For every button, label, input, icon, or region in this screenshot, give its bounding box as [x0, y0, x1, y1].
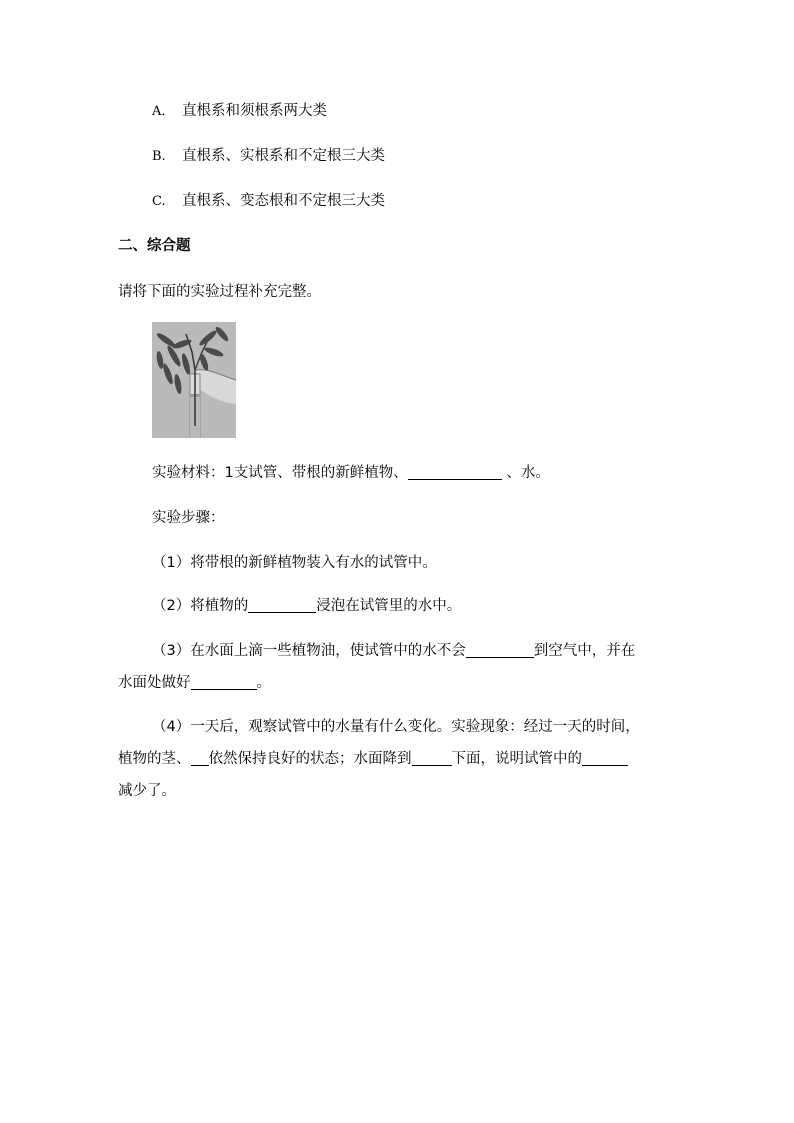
materials-line	[152, 463, 550, 483]
step-1: （1）将带根的新鲜植物装入有水的试管中。	[152, 555, 437, 571]
plant-in-test-tube-photo	[152, 322, 236, 438]
step-3-line-2-suffix: 。	[256, 675, 271, 691]
option-c	[152, 191, 385, 212]
option-text: 直根系、变态根和不定根三大类	[182, 193, 385, 209]
answer-blank	[248, 598, 316, 613]
step-2-prefix: （2）将植物的	[152, 598, 249, 614]
plant-photo-icon	[152, 322, 236, 438]
option-text: 直根系和须根系两大类	[182, 103, 327, 119]
step-2-suffix: 浸泡在试管里的水中。	[316, 598, 462, 614]
step-4-line-1: （4）一天后，观察试管中的水量有什么变化。实验现象：经过一天的时间，	[152, 719, 640, 735]
step-3-line-2-prefix: 水面处做好	[118, 675, 191, 691]
step-4-line-2	[118, 749, 628, 769]
instruction-text: 请将下面的实验过程补充完整。	[118, 284, 321, 300]
answer-blank	[412, 751, 452, 766]
materials-prefix: 实验材料：1支试管、带根的新鲜植物、	[152, 465, 408, 481]
answer-blank	[408, 465, 502, 480]
step-3-line-1	[152, 641, 635, 661]
step-4-line-3: 减少了。	[118, 783, 176, 799]
option-letter: C.	[152, 194, 166, 209]
materials-suffix: 、水。	[501, 465, 550, 481]
step-4-line-2-prefix: 植物的茎、	[118, 751, 191, 767]
option-a	[152, 101, 327, 122]
answer-blank	[466, 643, 534, 658]
answer-blank	[582, 751, 628, 766]
step-3-middle: 到空气中，并在	[533, 643, 636, 659]
section-heading: 二、综合题	[118, 238, 191, 254]
option-b	[152, 146, 385, 167]
option-letter: A．	[152, 104, 175, 119]
answer-blank	[191, 675, 257, 690]
option-text: 直根系、实根系和不定根三大类	[182, 148, 385, 164]
step-4-line-2-mid2: 下面，说明试管中的	[451, 751, 582, 767]
option-letter: B.	[152, 149, 166, 164]
step-3-prefix: （3）在水面上滴一些植物油，使试管中的水不会	[152, 643, 466, 659]
answer-blank	[191, 751, 209, 766]
step-2	[152, 596, 461, 616]
steps-label: 实验步骤：	[152, 510, 225, 526]
step-4-line-2-mid1: 依然保持良好的状态；水面降到	[208, 751, 412, 767]
step-3-line-2	[118, 673, 271, 693]
